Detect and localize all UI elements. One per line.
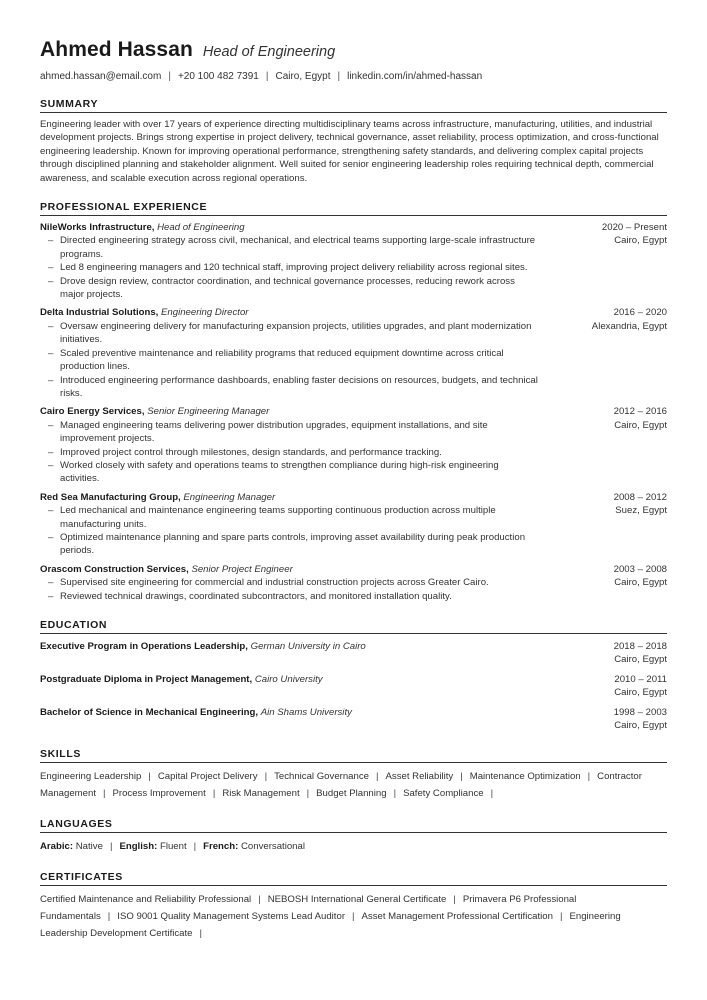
certificates-list: [40, 891, 660, 942]
experience-bullets: [40, 320, 540, 400]
contact-divider: |: [168, 71, 171, 82]
education-meta: [614, 640, 667, 667]
experience-list: [40, 221, 667, 603]
language-level: Native: [75, 841, 103, 853]
skill-item: Contractor Management: [40, 771, 642, 800]
certificate-item: Engineering Leadership Development Certificate: [40, 911, 621, 940]
certificate-item: Certified Maintenance and Reliability Professional: [40, 894, 252, 906]
language-item: [119, 841, 186, 852]
experience-details: [40, 563, 540, 603]
education-meta: [614, 673, 667, 700]
languages-section: [40, 818, 667, 855]
experience-entry: [40, 491, 667, 558]
list-divider: |: [264, 771, 268, 783]
experience-bullet: – Managed engineering teams delivering power distribution upgrades, equipment installations, and site improvement projects.: [60, 419, 540, 446]
skill-item: Budget Planning: [316, 788, 387, 800]
language-item: [40, 841, 103, 852]
contact-location: Cairo, Egypt: [275, 71, 331, 82]
language-name: English:: [119, 841, 158, 853]
experience-bullet: – Drove design review, contractor coordination, and technical governance processes, reducing rework across major projects.: [60, 275, 540, 302]
language-level: Fluent: [159, 841, 187, 853]
job-position: Senior Project Engineer: [191, 563, 293, 575]
experience-bullet: – Reviewed technical drawings, coordinated subcontractors, and monitored installation quality.: [60, 590, 540, 603]
company-name: Delta Industrial Solutions,: [40, 307, 159, 319]
experience-dates: 2003 – 2008: [613, 563, 667, 575]
experience-meta: [602, 221, 667, 301]
skill-item: Process Improvement: [112, 788, 206, 800]
candidate-title: Head of Engineering: [202, 44, 336, 60]
experience-entry: [40, 221, 667, 301]
list-divider: |: [212, 788, 216, 800]
experience-heading: [40, 306, 540, 319]
experience-details: [40, 306, 540, 400]
experience-location: Cairo, Egypt: [614, 235, 667, 247]
contact-phone: +20 100 482 7391: [177, 71, 259, 82]
experience-entry: [40, 405, 667, 485]
list-divider: |: [199, 928, 203, 940]
contact-divider: |: [337, 71, 341, 82]
experience-location: Alexandria, Egypt: [591, 320, 667, 332]
experience-dates: 2012 – 2016: [613, 406, 667, 418]
job-position: Senior Engineering Manager: [147, 406, 270, 418]
section-title-skills: SKILLS: [40, 748, 667, 763]
experience-heading: [40, 405, 540, 418]
education-heading: [40, 640, 366, 667]
list-divider: |: [587, 771, 591, 783]
experience-heading: [40, 491, 540, 504]
school-name: German University in Cairo: [250, 641, 366, 652]
education-dates: 1998 – 2003: [613, 706, 667, 718]
experience-heading: [40, 221, 540, 234]
company-name: Orascom Construction Services,: [40, 563, 189, 575]
contact-linkedin: linkedin.com/in/ahmed-hassan: [347, 71, 483, 82]
skill-item: Engineering Leadership: [40, 771, 142, 783]
education-list: [40, 640, 667, 732]
list-divider: |: [559, 911, 563, 923]
section-title-experience: PROFESSIONAL EXPERIENCE: [40, 201, 667, 216]
education-dates: 2018 – 2018: [613, 641, 667, 652]
experience-bullet: – Improved project control through milestones, design standards, and performance tracking.: [60, 446, 540, 459]
list-divider: |: [306, 788, 310, 800]
skill-item: Maintenance Optimization: [469, 771, 581, 783]
education-heading: [40, 673, 323, 700]
experience-bullet: – Supervised site engineering for commercial and industrial construction projects across Greater Cairo.: [60, 576, 540, 589]
experience-location: Cairo, Egypt: [614, 419, 667, 431]
experience-details: [40, 221, 540, 301]
experience-bullet: – Worked closely with safety and operations teams to strengthen compliance during high-risk engineering activities.: [60, 459, 540, 486]
experience-entry: [40, 306, 667, 400]
experience-bullet: – Led mechanical and maintenance engineering teams supporting continuous production across multiple manufacturing units.: [60, 504, 540, 531]
experience-bullets: [40, 576, 540, 603]
experience-section: [40, 201, 667, 603]
skill-item: Capital Project Delivery: [157, 771, 258, 783]
language-name: Arabic:: [40, 841, 74, 853]
certificates-section: [40, 871, 667, 942]
skills-section: [40, 748, 667, 802]
company-name: NileWorks Infrastructure,: [40, 222, 155, 234]
experience-bullet: – Introduced engineering performance dashboards, enabling faster decisions on resources, budgets, and technical risks.: [60, 374, 540, 401]
school-name: Ain Shams University: [260, 706, 352, 718]
list-divider: |: [109, 841, 113, 853]
list-divider: |: [103, 788, 106, 800]
languages-list: [40, 838, 660, 855]
degree-name: Executive Program in Operations Leadership,: [40, 641, 248, 652]
resume-header: [40, 38, 667, 62]
experience-bullets: [40, 504, 540, 558]
experience-location: Cairo, Egypt: [614, 577, 667, 589]
experience-bullet: – Scaled preventive maintenance and reliability programs that reduced equipment downtime across critical production lines.: [60, 347, 540, 374]
certificate-item: Asset Management Professional Certification: [361, 911, 553, 923]
section-title-education: EDUCATION: [40, 619, 667, 634]
list-divider: |: [490, 788, 494, 800]
experience-bullets: [40, 419, 540, 486]
experience-entry: [40, 563, 667, 603]
experience-details: [40, 491, 540, 558]
skills-list: [40, 768, 660, 802]
degree-name: Bachelor of Science in Mechanical Engineering,: [40, 706, 259, 718]
experience-bullet: – Directed engineering strategy across civil, mechanical, and electrical teams supporting large-scale infrastructure programs.: [60, 234, 540, 261]
language-item: [203, 841, 305, 852]
education-heading: [40, 706, 352, 733]
school-name: Cairo University: [254, 673, 323, 685]
education-entry: [40, 640, 667, 667]
experience-details: [40, 405, 540, 485]
certificate-item: Primavera P6 Professional Fundamentals: [40, 894, 577, 923]
experience-meta: [614, 405, 667, 485]
section-title-certificates: CERTIFICATES: [40, 871, 667, 886]
company-name: Cairo Energy Services,: [40, 406, 145, 418]
summary-text: Engineering leader with over 17 years of experience directing multidisciplinary teams across infrastructure, manufacturing, utilities, and industrial development projects. Brings strong expertise in project delivery, technical governance, asset reliability, process optimization, and cross-functional engineering leadership. Known for improving operational performance, strengthening safety standards, and delivering complex capital projects through disciplined planning and stakeholder alignment. Well suited for senior engineering leadership roles requiring technical depth, commercial awareness, and scalable execution across regional operations.: [40, 119, 659, 184]
section-title-languages: LANGUAGES: [40, 818, 667, 833]
job-position: Engineering Director: [161, 307, 249, 319]
education-location: Cairo, Egypt: [614, 654, 667, 666]
job-position: Engineering Manager: [183, 491, 276, 503]
language-name: French:: [203, 841, 239, 853]
list-divider: |: [258, 894, 261, 906]
education-section: [40, 619, 667, 732]
experience-meta: [614, 563, 667, 603]
company-name: Red Sea Manufacturing Group,: [40, 491, 181, 503]
experience-location: Suez, Egypt: [615, 505, 667, 517]
experience-bullets: [40, 234, 540, 301]
skill-item: Technical Governance: [274, 771, 369, 783]
certificate-item: ISO 9001 Quality Management Systems Lead Auditor: [117, 911, 346, 923]
experience-heading: [40, 563, 540, 576]
experience-dates: 2016 – 2020: [613, 307, 667, 319]
skill-item: Asset Reliability: [385, 771, 454, 783]
experience-meta: [614, 491, 667, 558]
list-divider: |: [148, 771, 151, 783]
list-divider: |: [393, 788, 397, 800]
list-divider: |: [352, 911, 355, 923]
contact-email: ahmed.hassan@email.com: [40, 71, 162, 82]
education-location: Cairo, Egypt: [614, 720, 667, 732]
experience-bullet: – Led 8 engineering managers and 120 technical staff, improving project delivery reliability across regional sites.: [60, 261, 540, 274]
list-divider: |: [107, 911, 111, 923]
list-divider: |: [376, 771, 379, 783]
experience-bullet: – Oversaw engineering delivery for manufacturing expansion projects, utilities upgrades, and plant modernization initiatives.: [60, 320, 540, 347]
experience-bullet: – Optimized maintenance planning and spare parts controls, improving asset availability during peak production periods.: [60, 531, 540, 558]
education-meta: [614, 706, 667, 733]
education-entry: [40, 706, 667, 733]
summary-section: [40, 98, 667, 185]
education-entry: [40, 673, 667, 700]
language-level: Conversational: [240, 841, 305, 853]
contact-divider: |: [265, 71, 269, 82]
experience-dates: 2020 – Present: [601, 222, 667, 234]
certificate-item: NEBOSH International General Certificate: [267, 894, 447, 906]
education-dates: 2010 – 2011: [614, 673, 667, 685]
list-divider: |: [460, 771, 463, 783]
experience-meta: [592, 306, 667, 400]
experience-dates: 2008 – 2012: [613, 491, 667, 503]
education-location: Cairo, Egypt: [614, 687, 667, 699]
skill-item: Safety Compliance: [403, 788, 484, 800]
job-position: Head of Engineering: [157, 222, 245, 234]
skill-item: Risk Management: [222, 788, 300, 800]
candidate-name: Ahmed Hassan: [40, 38, 193, 61]
list-divider: |: [193, 841, 197, 853]
section-title-summary: SUMMARY: [40, 98, 667, 113]
list-divider: |: [453, 894, 456, 906]
contact-line: [40, 71, 667, 82]
degree-name: Postgraduate Diploma in Project Management,: [40, 673, 253, 685]
